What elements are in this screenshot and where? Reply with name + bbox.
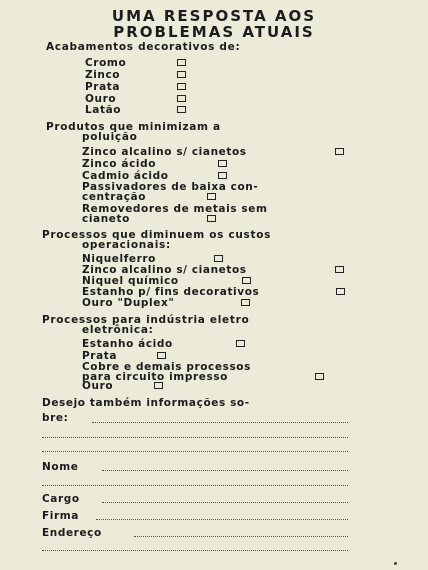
- field-label-firma: Firma: [42, 510, 79, 522]
- field-line-cargo[interactable]: [102, 502, 348, 503]
- option-label-cobre: Cobre e demais processos: [82, 361, 251, 373]
- checkbox-zinco-acido[interactable]: [218, 160, 227, 167]
- request-text-cont: bre:: [42, 412, 69, 424]
- checkbox-passivadores[interactable]: [207, 193, 216, 200]
- section-heading-costs: Processos que diminuem os custos: [42, 229, 272, 241]
- option-label-zinco-acido: Zinco ácido: [82, 158, 157, 170]
- checkbox-ouro[interactable]: [177, 95, 186, 102]
- checkbox-niquelferro[interactable]: [214, 255, 223, 262]
- checkbox-prata-2[interactable]: [157, 352, 166, 359]
- option-label-zinco: Zinco: [85, 69, 121, 81]
- option-label-estanho-acido: Estanho ácido: [82, 338, 173, 350]
- checkbox-zinco[interactable]: [177, 71, 186, 78]
- print-speck: [394, 562, 397, 565]
- field-label-cargo: Cargo: [42, 493, 80, 505]
- section-heading-pollution-cont: poluição: [82, 131, 138, 143]
- option-label-niquelferro: Niquelferro: [82, 253, 156, 265]
- request-line-3[interactable]: [42, 451, 348, 452]
- checkbox-cadmio-acido[interactable]: [218, 172, 227, 179]
- coupon-title-line2: PROBLEMAS ATUAIS: [113, 23, 315, 41]
- option-label-removedores-cont: cianeto: [82, 213, 130, 225]
- option-label-zinco-alcalino-2: Zinco alcalino s/ cianetos: [82, 264, 247, 276]
- option-label-cromo: Cromo: [85, 57, 127, 69]
- checkbox-ouro-2[interactable]: [154, 382, 163, 389]
- option-label-ouro: Ouro: [85, 93, 117, 105]
- request-line-1[interactable]: [92, 422, 348, 423]
- field-line-endereco-2[interactable]: [42, 550, 348, 551]
- field-line-nome[interactable]: [102, 470, 348, 471]
- checkbox-cobre[interactable]: [315, 373, 324, 380]
- checkbox-ouro-duplex[interactable]: [241, 299, 250, 306]
- checkbox-removedores[interactable]: [207, 215, 216, 222]
- checkbox-estanho-acido[interactable]: [236, 340, 245, 347]
- field-line-endereco[interactable]: [134, 536, 348, 537]
- checkbox-niquel-quimico[interactable]: [242, 277, 251, 284]
- field-label-nome: Nome: [42, 461, 79, 473]
- option-label-cadmio-acido: Cadmio ácido: [82, 170, 169, 182]
- checkbox-zinco-alcalino[interactable]: [335, 148, 344, 155]
- checkbox-prata[interactable]: [177, 83, 186, 90]
- request-line-2[interactable]: [42, 437, 348, 438]
- field-line-nome-2[interactable]: [42, 485, 348, 486]
- option-label-niquel-quimico: Niquel químico: [82, 275, 179, 287]
- field-label-endereco: Endereço: [42, 527, 102, 539]
- option-label-cobre-cont: para circuito impresso: [82, 371, 228, 383]
- option-label-passivadores: Passivadores de baixa con-: [82, 181, 259, 193]
- option-label-ouro-duplex: Ouro "Duplex": [82, 297, 175, 309]
- request-text: Desejo também informações so-: [42, 397, 250, 409]
- checkbox-estanho-decorativo[interactable]: [336, 288, 345, 295]
- option-label-removedores: Removedores de metais sem: [82, 203, 268, 215]
- checkbox-zinco-alcalino-2[interactable]: [335, 266, 344, 273]
- option-label-estanho-decorativo: Estanho p/ fins decorativos: [82, 286, 260, 298]
- section-heading-electronics: Processos para indústria eletro: [42, 314, 250, 326]
- option-label-prata-2: Prata: [82, 350, 118, 362]
- checkbox-cromo[interactable]: [177, 59, 186, 66]
- section-heading-electronics-cont: eletrônica:: [82, 324, 154, 336]
- section-heading-pollution: Produtos que minimizam a: [46, 121, 221, 133]
- option-label-latao: Latão: [85, 104, 122, 116]
- field-line-firma[interactable]: [96, 519, 348, 520]
- option-label-prata: Prata: [85, 81, 121, 93]
- section-heading-decorative: Acabamentos decorativos de:: [46, 41, 241, 53]
- checkbox-latao[interactable]: [177, 106, 186, 113]
- option-label-passivadores-cont: centração: [82, 191, 147, 203]
- option-label-zinco-alcalino: Zinco alcalino s/ cianetos: [82, 146, 247, 158]
- section-heading-costs-cont: operacionais:: [82, 239, 171, 251]
- coupon-title-line1: UMA RESPOSTA AOS: [111, 7, 317, 25]
- option-label-ouro-2: Ouro: [82, 380, 114, 392]
